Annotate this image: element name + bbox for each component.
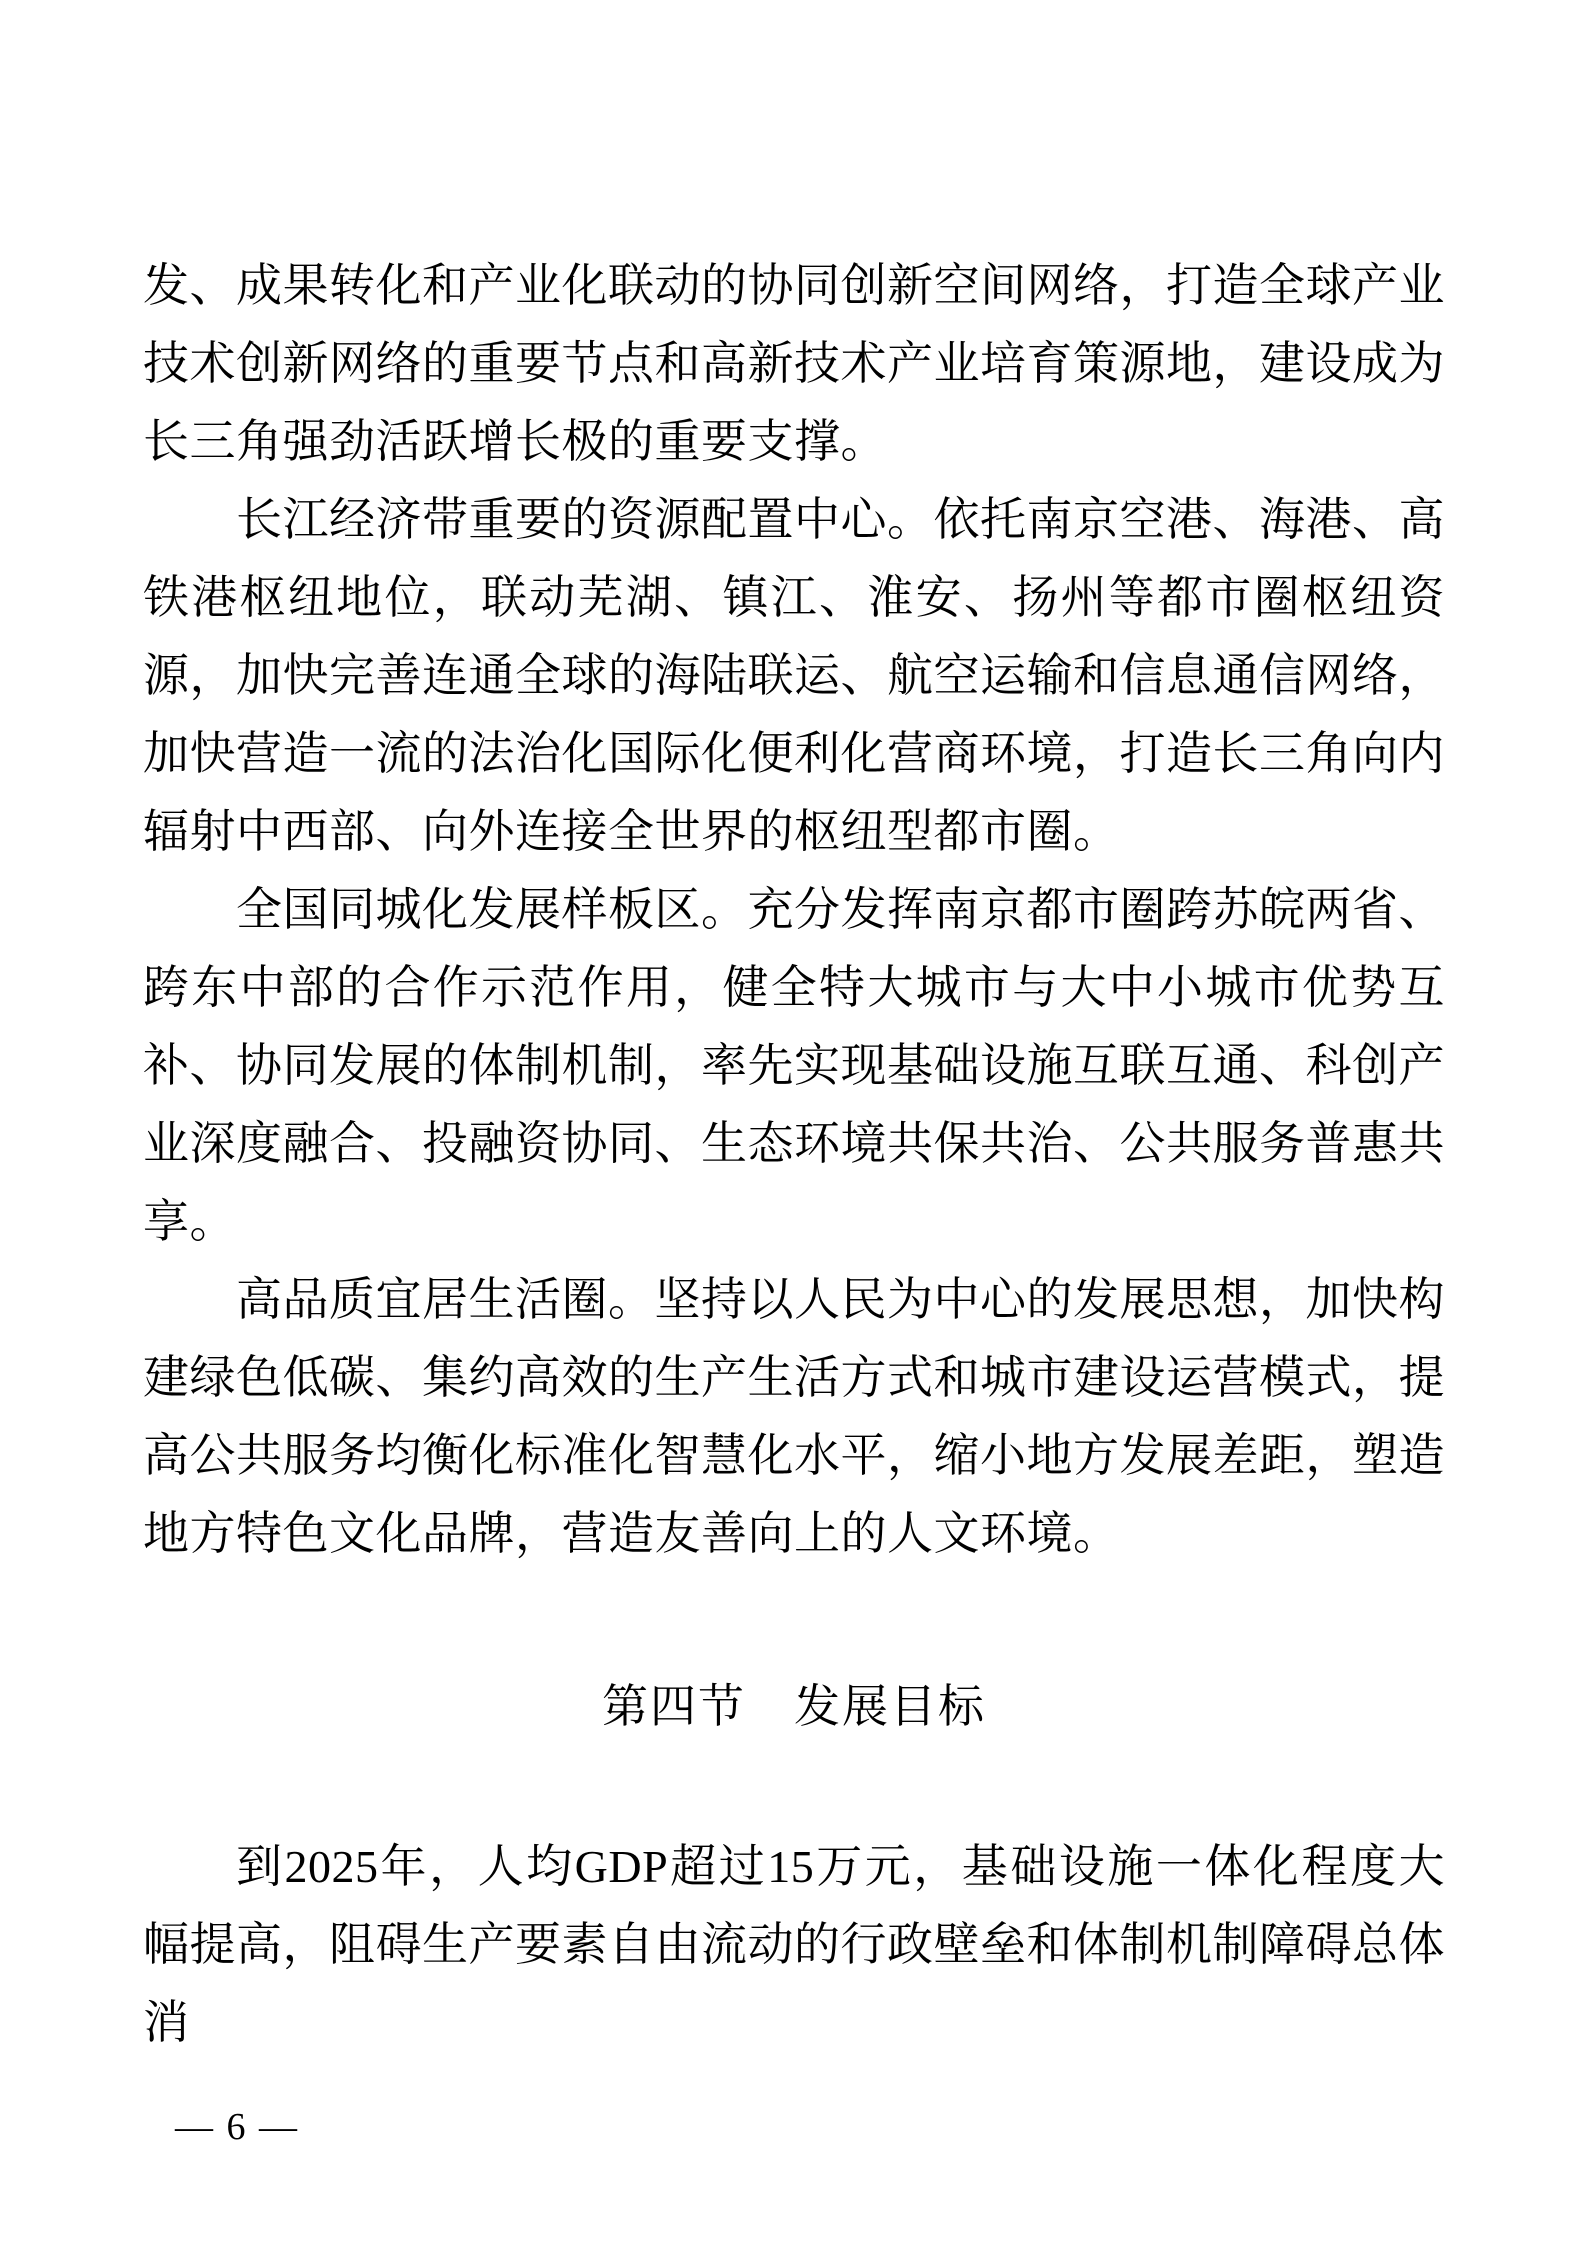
paragraph: 到2025年，人均GDP超过15万元，基础设施一体化程度大幅提高，阻碍生产要素自由流动的行政壁垒和体制机制障碍总体消: [143, 1841, 1445, 2048]
paragraph-continuation: 发、成果转化和产业化联动的协同创新空间网络，打造全球产业技术创新网络的重要节点和高新技术产业培育策源地，建设成为长三角强劲活跃增长极的重要支撑。: [143, 260, 1445, 467]
section-heading: 第四节 发展目标: [602, 1681, 986, 1732]
paragraph: 全国同城化发展样板区。充分发挥南京都市圈跨苏皖两省、跨东中部的合作示范作用，健全特大城市与大中小城市优势互补、协同发展的体制机制，率先实现基础设施互联互通、科创产业深度融合、投融资协同、生态环境共保共治、公共服务普惠共享。: [143, 884, 1445, 1247]
paragraph: 高品质宜居生活圈。坚持以人民为中心的发展思想，加快构建绿色低碳、集约高效的生产生活方式和城市建设运营模式，提高公共服务均衡化标准化智慧化水平，缩小地方发展差距，塑造地方特色文化品牌，营造友善向上的人文环境。: [143, 1274, 1445, 1559]
document-body: [143, 247, 1445, 2062]
page-number: — 6 —: [175, 2106, 299, 2148]
paragraph: 长江经济带重要的资源配置中心。依托南京空港、海港、高铁港枢纽地位，联动芜湖、镇江、淮安、扬州等都市圈枢纽资源，加快完善连通全球的海陆联运、航空运输和信息通信网络，加快营造一流的法治化国际化便利化营商环境，打造长三角向内辐射中西部、向外连接全世界的枢纽型都市圈。: [143, 494, 1445, 857]
